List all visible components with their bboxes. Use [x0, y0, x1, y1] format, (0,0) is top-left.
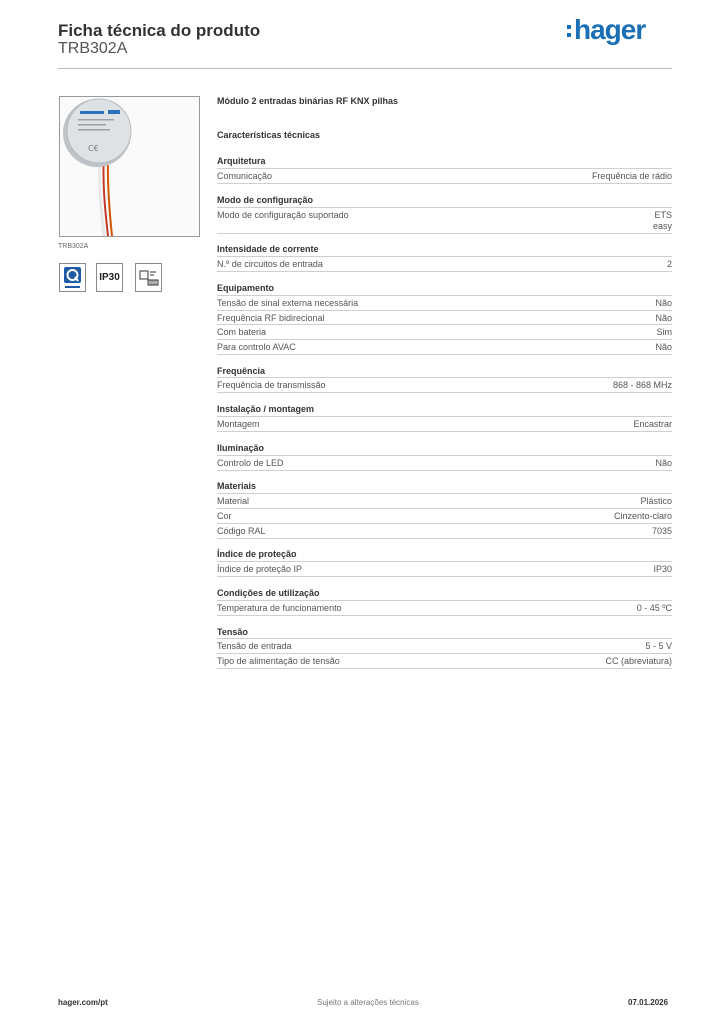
- product-photo: [59, 96, 200, 237]
- spec-row: [217, 508, 672, 523]
- photo-caption: TRB302A: [58, 243, 89, 250]
- quality-mark-icon: [59, 263, 86, 292]
- spec-row: [217, 493, 672, 508]
- svg-text:C€: C€: [88, 144, 99, 153]
- section-title-tensao: Tensão: [217, 627, 248, 637]
- spec-row: [217, 207, 672, 233]
- product-reference: TRB302A: [58, 40, 128, 57]
- spec-label: Cor: [217, 511, 232, 521]
- section-title-arquitetura: Arquitetura: [217, 156, 266, 166]
- spec-row: [217, 324, 672, 339]
- spec-label: Tensão de entrada: [217, 641, 292, 651]
- section-title-materiais: Materiais: [217, 481, 257, 491]
- spec-row: [217, 168, 672, 183]
- spec-value: IP30: [653, 564, 672, 574]
- row-divider: [217, 183, 672, 184]
- spec-value: Encastrar: [633, 419, 672, 429]
- spec-row: [217, 600, 672, 615]
- spec-row: [217, 561, 672, 576]
- row-divider: [217, 668, 672, 669]
- spec-row: [217, 310, 672, 324]
- product-module-image: [60, 97, 199, 236]
- spec-value: 5 - 5 V: [645, 641, 672, 651]
- spec-row: [217, 377, 672, 392]
- spec-label: Material: [217, 496, 250, 506]
- spec-label: Tensão de sinal externa necessária: [217, 298, 359, 308]
- spec-label: Comunicação: [217, 171, 273, 181]
- header-divider: [58, 68, 672, 69]
- spec-row: [217, 339, 672, 354]
- technical-characteristics-heading: Características técnicas: [217, 130, 321, 140]
- spec-value: Não: [655, 458, 672, 468]
- spec-value: 0 - 45 ºC: [636, 603, 672, 613]
- spec-value: ETS: [654, 210, 672, 220]
- section-title-intensidade-corrente: Intensidade de corrente: [217, 244, 319, 254]
- section-title-iluminacao: Iluminação: [217, 443, 265, 453]
- spec-row: [217, 638, 672, 653]
- spec-row: [217, 295, 672, 310]
- row-divider: [217, 354, 672, 355]
- section-title-indice-protecao: Índice de proteção: [217, 549, 297, 559]
- section-title-condicoes-utilizacao: Condições de utilização: [217, 588, 320, 598]
- spec-label: Código RAL: [217, 526, 266, 536]
- section-title-frequencia: Frequência: [217, 366, 266, 376]
- footer-date: 07.01.2026: [628, 998, 669, 1007]
- spec-value: 868 - 868 MHz: [612, 380, 672, 390]
- section-title-instalacao-montagem: Instalação / montagem: [217, 404, 315, 414]
- spec-label: Temperatura de funcionamento: [217, 603, 342, 613]
- spec-value: Cinzento-claro: [613, 511, 672, 521]
- spec-label: Com bateria: [217, 327, 267, 337]
- row-divider: [217, 538, 672, 539]
- spec-label: Frequência RF bidirecional: [217, 313, 325, 323]
- ip30-badge: IP30: [96, 263, 123, 292]
- row-divider: [217, 576, 672, 577]
- spec-label: Índice de proteção IP: [217, 564, 303, 574]
- row-divider: [217, 470, 672, 471]
- spec-value: 2: [666, 259, 672, 269]
- row-divider: [217, 233, 672, 234]
- spec-value-secondary: easy: [652, 221, 672, 231]
- spec-value: Não: [655, 313, 672, 323]
- hager-logo[interactable]: [567, 14, 667, 48]
- document-title: Ficha técnica do produto: [58, 21, 261, 40]
- spec-label: Montagem: [217, 419, 260, 429]
- product-name: Módulo 2 entradas binárias RF KNX pilhas: [217, 96, 399, 106]
- spec-label: Frequência de transmissão: [217, 380, 326, 390]
- row-divider: [217, 271, 672, 272]
- logo-dots-icon: [567, 25, 571, 41]
- footer-website-link[interactable]: hager.com/pt: [58, 998, 108, 1007]
- spec-value: Não: [655, 298, 672, 308]
- spec-row: [217, 653, 672, 668]
- row-divider: [217, 392, 672, 393]
- footer-notice: Sujeito a alterações técnicas: [317, 998, 419, 1007]
- spec-value: 7035: [651, 526, 672, 536]
- spec-row: [217, 523, 672, 538]
- logo-wordmark: hager: [574, 14, 646, 45]
- section-title-modo-configuracao: Modo de configuração: [217, 195, 314, 205]
- spec-label: N.º de circuitos de entrada: [217, 259, 323, 269]
- spec-row: [217, 416, 672, 431]
- spec-label: Controlo de LED: [217, 458, 284, 468]
- spec-value: CC (abreviatura): [605, 656, 672, 666]
- row-divider: [217, 431, 672, 432]
- spec-value: Sim: [656, 327, 672, 337]
- spec-row: [217, 256, 672, 271]
- spec-row: [217, 455, 672, 470]
- row-divider: [217, 615, 672, 616]
- spec-value: Frequência de rádio: [591, 171, 672, 181]
- spec-value: Não: [655, 342, 672, 352]
- spec-value: Plástico: [640, 496, 672, 506]
- spec-label: Modo de configuração suportado: [217, 210, 349, 220]
- section-title-equipamento: Equipamento: [217, 283, 275, 293]
- spec-label: Para controlo AVAC: [217, 342, 296, 352]
- mounting-box-icon: [135, 263, 162, 292]
- spec-label: Tipo de alimentação de tensão: [217, 656, 340, 666]
